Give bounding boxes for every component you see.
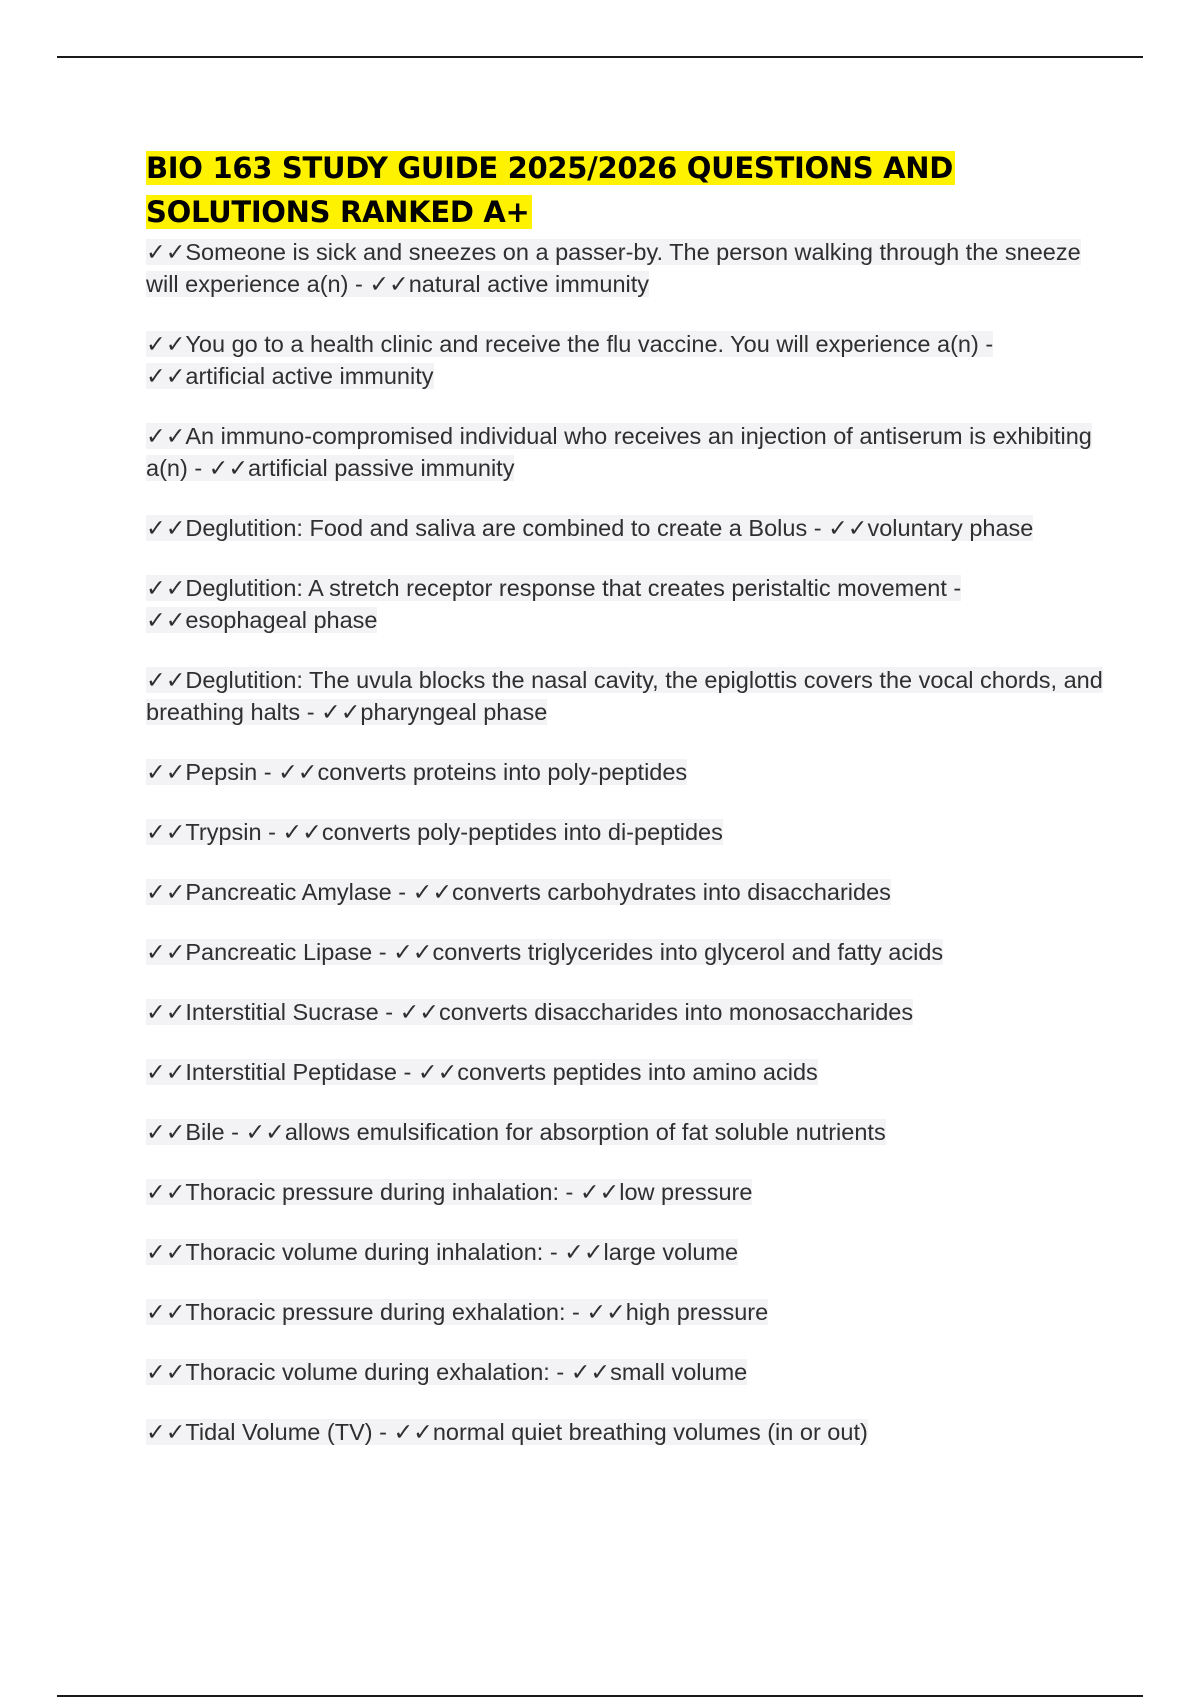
top-rule [57, 56, 1143, 58]
qa-list [146, 236, 1106, 1448]
list-item: ✓✓Interstitial Sucrase - ✓✓converts disaccharides into monosaccharides [146, 999, 914, 1025]
list-item: ✓✓Deglutition: Food and saliva are combined to create a Bolus - ✓✓voluntary phase [146, 515, 1034, 541]
list-item: ✓✓Someone is sick and sneezes on a passer-by. The person walking through the sneeze will experience a(n) - ✓✓natural active immunity [146, 239, 1081, 297]
list-item: ✓✓Deglutition: The uvula blocks the nasal cavity, the epiglottis covers the vocal chords, and breathing halts - ✓✓pharyngeal phase [146, 667, 1103, 725]
list-item: ✓✓Tidal Volume (TV) - ✓✓normal quiet breathing volumes (in or out) [146, 1419, 868, 1445]
list-item: ✓✓Trypsin - ✓✓converts poly-peptides into di-peptides [146, 819, 723, 845]
list-item: ✓✓Thoracic pressure during exhalation: - ✓✓high pressure [146, 1299, 769, 1325]
list-item: ✓✓Pepsin - ✓✓converts proteins into poly-peptides [146, 759, 688, 785]
list-item: ✓✓Thoracic pressure during inhalation: - ✓✓low pressure [146, 1179, 753, 1205]
list-item: ✓✓An immuno-compromised individual who receives an injection of antiserum is exhibiting a(n) - ✓✓artificial passive immunity [146, 423, 1092, 481]
list-item: ✓✓Thoracic volume during exhalation: - ✓✓small volume [146, 1359, 748, 1385]
document-body [146, 146, 1106, 1448]
list-item: ✓✓Bile - ✓✓allows emulsification for absorption of fat soluble nutrients [146, 1119, 886, 1145]
list-item: ✓✓Deglutition: A stretch receptor response that creates peristaltic movement - ✓✓esophageal phase [146, 575, 962, 633]
list-item: ✓✓You go to a health clinic and receive the flu vaccine. You will experience a(n) - ✓✓artificial active immunity [146, 331, 994, 389]
page-title [146, 146, 1106, 234]
page-title-text: BIO 163 STUDY GUIDE 2025/2026 QUESTIONS AND SOLUTIONS RANKED A+ [146, 151, 954, 229]
list-item: ✓✓Pancreatic Amylase - ✓✓converts carbohydrates into disaccharides [146, 879, 891, 905]
bottom-rule [57, 1695, 1143, 1697]
list-item: ✓✓Interstitial Peptidase - ✓✓converts peptides into amino acids [146, 1059, 818, 1085]
list-item: ✓✓Thoracic volume during inhalation: - ✓✓large volume [146, 1239, 739, 1265]
list-item: ✓✓Pancreatic Lipase - ✓✓converts triglycerides into glycerol and fatty acids [146, 939, 944, 965]
